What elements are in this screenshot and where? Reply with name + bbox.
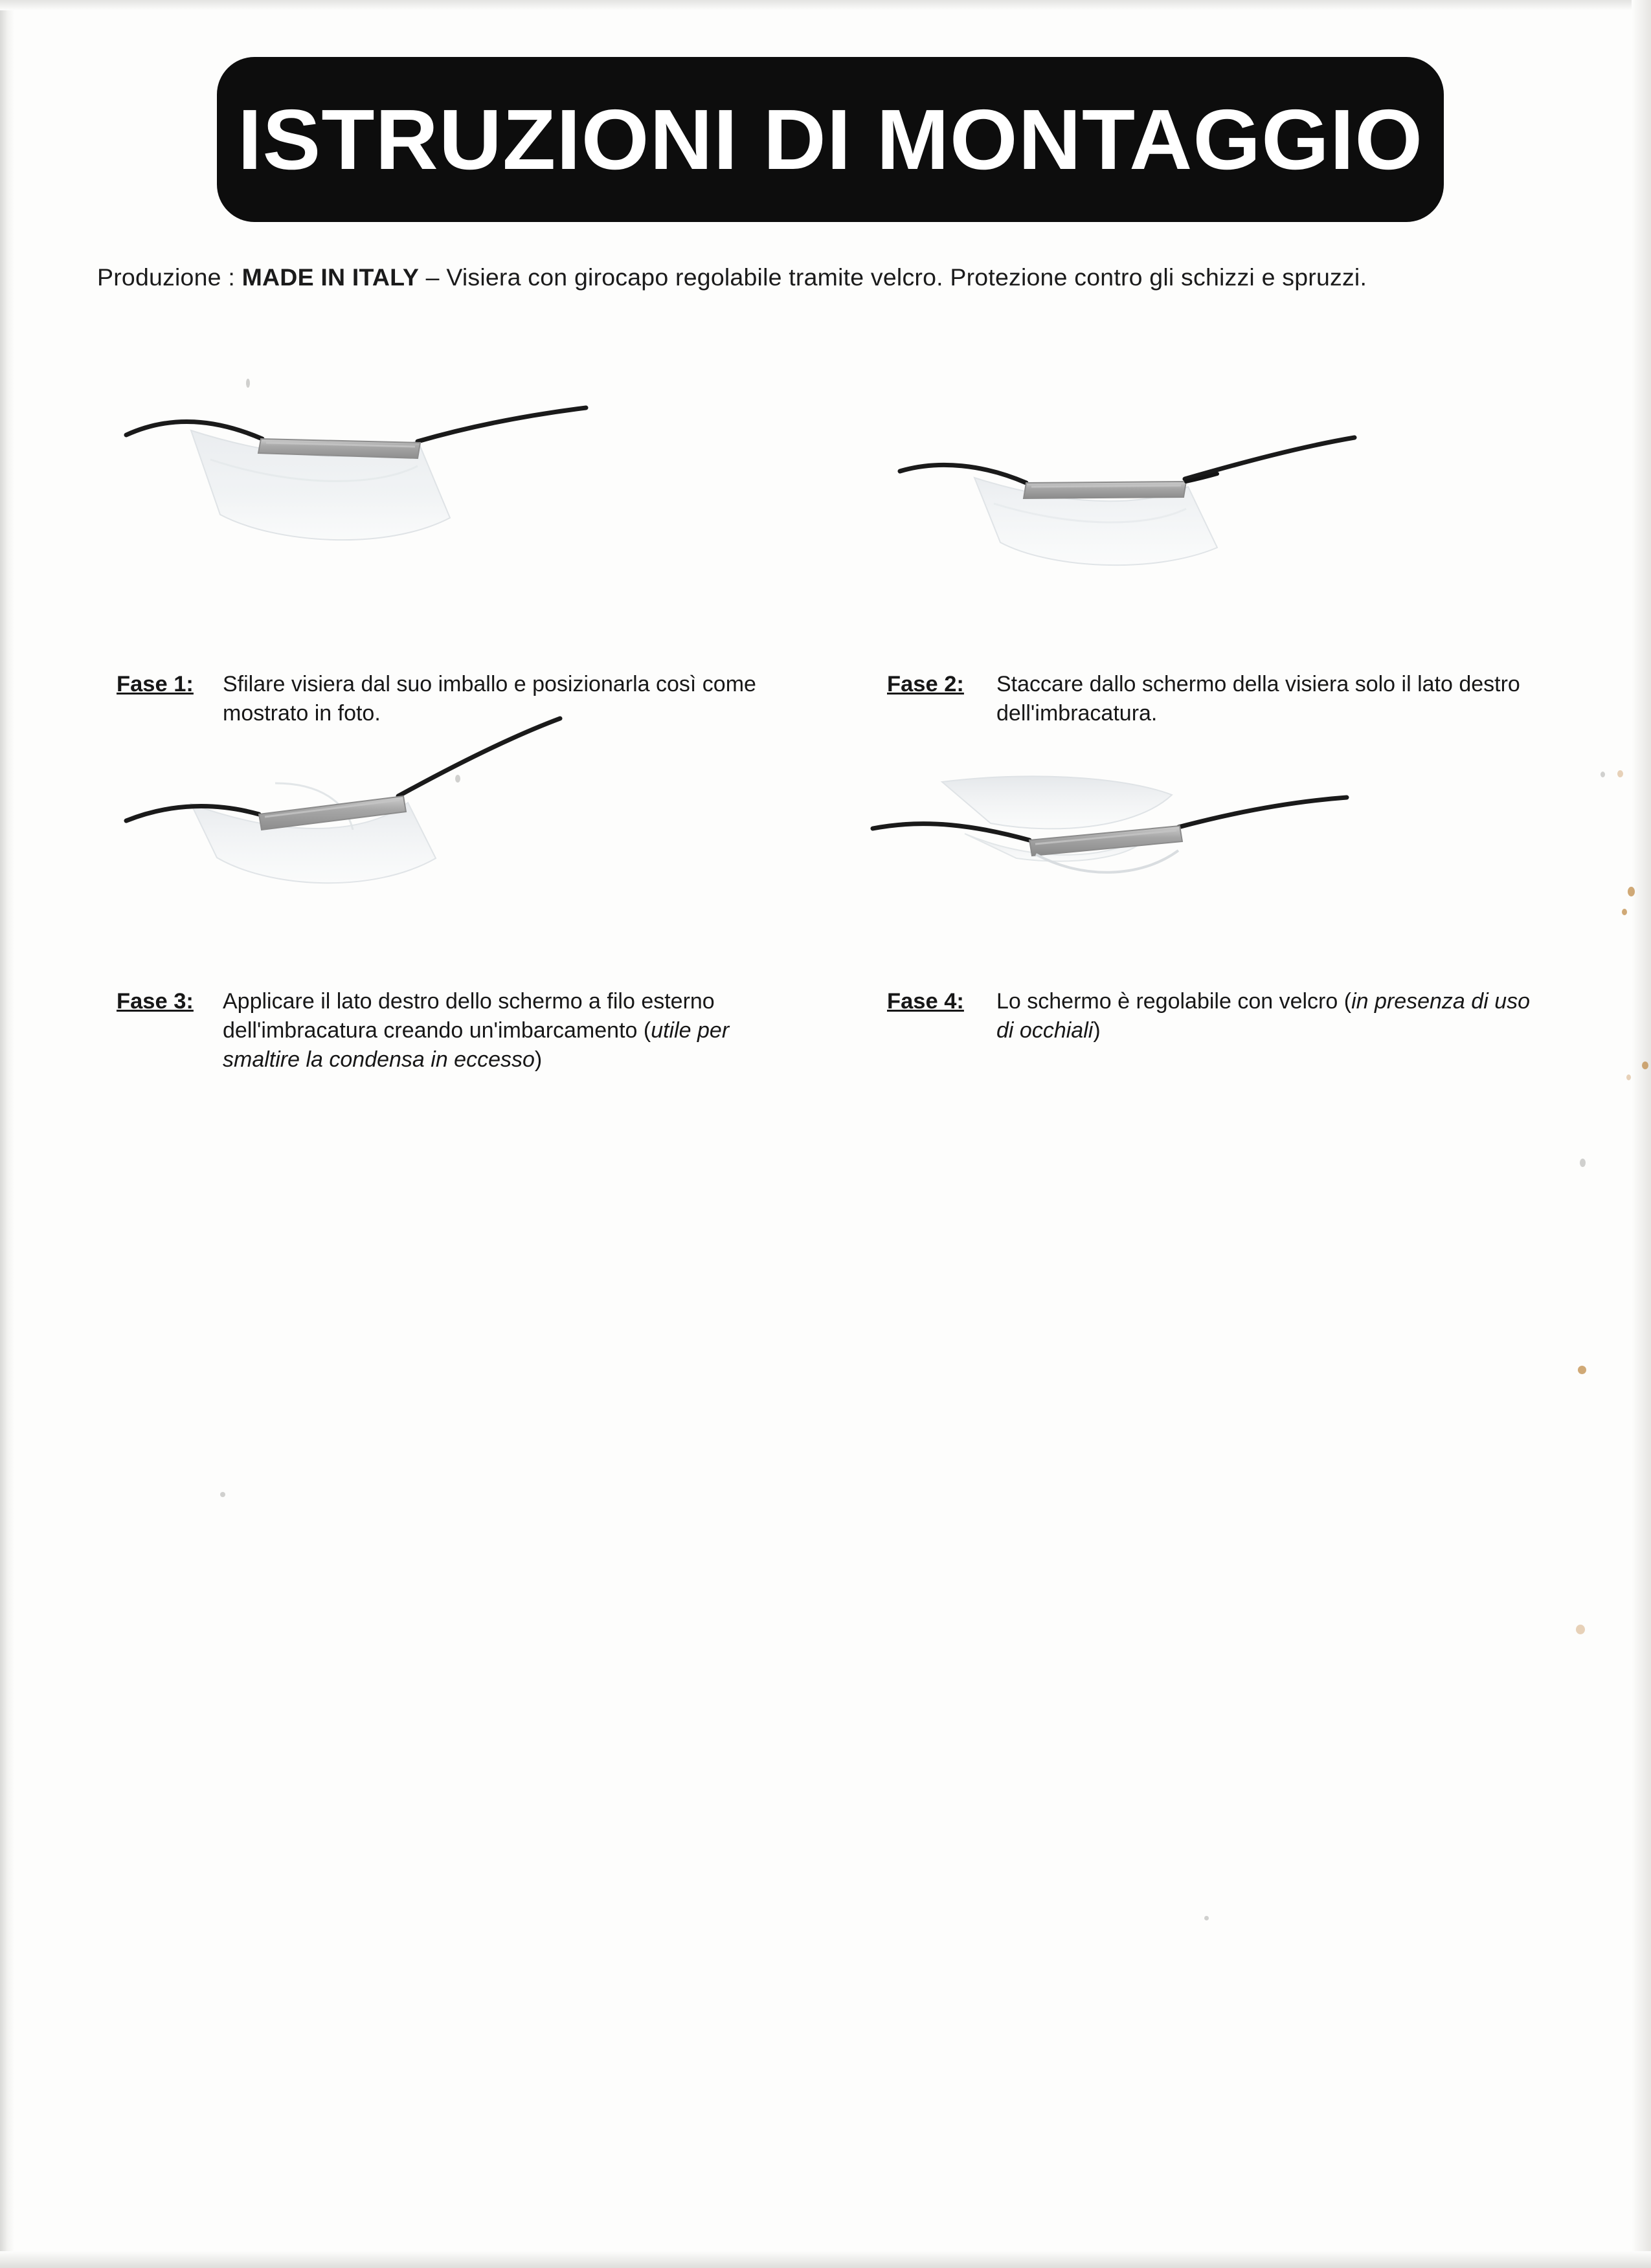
title-banner (217, 57, 1444, 222)
scan-speck (1204, 1916, 1209, 1920)
intro-label: Produzione : (97, 263, 235, 291)
scan-speck (1626, 1074, 1631, 1080)
scan-speck (220, 1492, 225, 1497)
scan-speck (1617, 770, 1623, 777)
page-title: ISTRUZIONI DI MONTAGGIO (237, 91, 1424, 187)
scan-speck (1578, 1366, 1586, 1374)
caption-fase-3 (117, 987, 770, 1075)
phase-label-fase-2: Fase 2: (887, 672, 964, 696)
caption-fase-1 (117, 670, 764, 728)
intro-line (97, 262, 1560, 293)
page-edge-shadow-left (0, 0, 14, 2268)
scan-speck (1580, 1159, 1586, 1167)
phase-text-plain-fase-3: Applicare il lato destro dello schermo a filo esterno dell'imbracatura creando un'imbarcamento ( (223, 989, 715, 1043)
phase-text-plain-fase-4: Lo schermo è regolabile con velcro ( (996, 989, 1352, 1014)
page-edge-shadow-right (1632, 0, 1651, 2268)
step-image-fase-3 (113, 706, 657, 964)
page-edge-shadow-bottom (0, 2251, 1651, 2268)
intro-brand: MADE IN ITALY (241, 263, 420, 291)
phase-text-tail-fase-4: ) (1093, 1018, 1101, 1043)
caption-fase-2 (887, 670, 1534, 728)
phase-text-fase-1: Sfilare visiera dal suo imballo e posizionarla così come mostrato in foto. (223, 672, 756, 726)
intro-description: – Visiera con girocapo regolabile tramite velcro. Protezione contro gli schizzi e spruzzi. (425, 263, 1367, 291)
scan-speck (1576, 1625, 1585, 1634)
phase-text-fase-3 (223, 987, 770, 1075)
phase-label-fase-4: Fase 4: (887, 989, 964, 1014)
phase-text-fase-4 (996, 987, 1541, 1045)
caption-fase-4 (887, 987, 1541, 1045)
step-image-fase-4 (868, 764, 1411, 977)
phase-label-fase-1: Fase 1: (117, 672, 194, 696)
phase-text-italic-fase-3: utile per smaltire la condensa in eccesso (223, 1018, 730, 1073)
step-image-fase-1 (113, 362, 657, 621)
phase-text-tail-fase-3: ) (534, 1047, 543, 1073)
scan-speck (1600, 772, 1605, 777)
phase-text-italic-fase-4: in presenza di uso di occhiali (996, 989, 1531, 1043)
phase-label-fase-3: Fase 3: (117, 989, 194, 1014)
phase-text-fase-2: Staccare dallo schermo della visiera solo il lato destro dell'imbracatura. (996, 672, 1520, 726)
scan-speck (1622, 909, 1627, 915)
page-edge-shadow-top (0, 0, 1651, 10)
step-image-fase-2 (893, 427, 1373, 654)
